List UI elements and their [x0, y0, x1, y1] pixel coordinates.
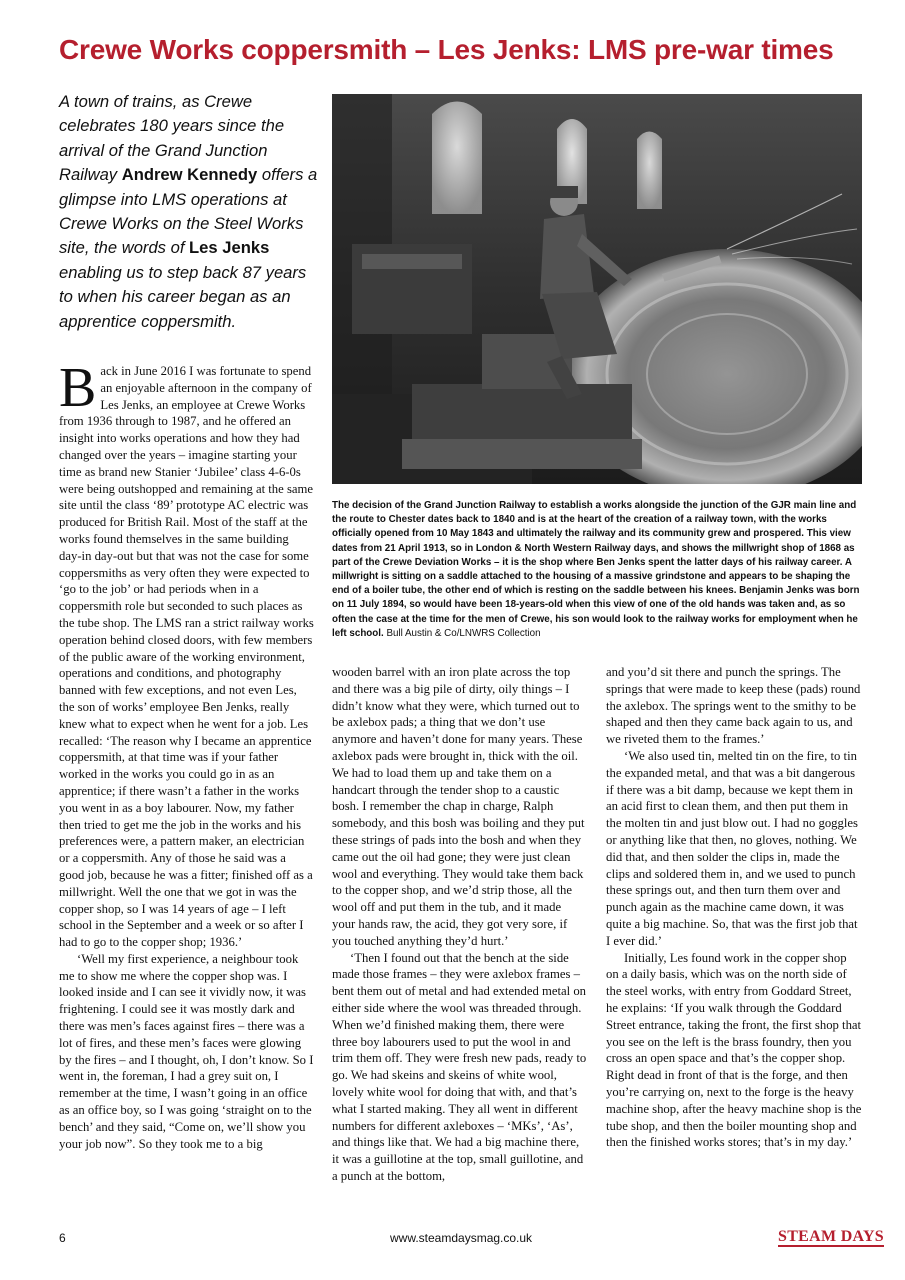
standfirst: [59, 90, 321, 334]
grindstone-illustration: [332, 94, 862, 484]
standfirst-part1: A town of trains, as Crewe celebrates 180 years since the arrival of the Grand Junction Railway: [59, 92, 285, 185]
photo-credit: Bull Austin & Co/LNWRS Collection: [386, 627, 541, 639]
article-column-1: [59, 357, 314, 1152]
footer-url[interactable]: www.steamdaysmag.co.uk: [390, 1231, 533, 1245]
paragraph: ‘We also used tin, melted tin on the fire, to tin the expanded metal, and that was a bit dangerous if there was a bit damp, because we kept them in an acid first to clean them, and then put them in the molten tin and just blow out. I had no goggles or anything like that then, no gloves, nothing. We did that, and then solder the clips in, made the clips and soldered them in, and we used to punch these springs out, and then turn them over and punch again as the machine came down, it was quite a big machine. So, that was the first job that I ever did.’: [606, 748, 858, 948]
drop-cap: B: [59, 357, 97, 419]
subject-name: Les Jenks: [189, 238, 270, 258]
article-title: Crewe Works coppersmith – Les Jenks: LMS pre-war times: [59, 34, 834, 65]
standfirst-part2: offers a glimpse into LMS operations at Crewe Works on the Steel Works site, the words of: [59, 165, 318, 258]
steam-days-logo: STEAM DAYS: [778, 1228, 884, 1245]
paragraph: Initially, Les found work in the copper shop on a daily basis, which was on the north side of the steel works, with entry from Goddard Street, he explains: ‘If you walk through the Goddard Street entrance, taking the front, the first shop that you see on the left is the brass foundry, then you cross an open space and that’s the copper shop. Right dead in front of that is the forge, and then you’re carrying on, next to the forge is the heavy machine shop, after the heavy machine shop is the tube shop, and then the boiler mounting shop and then the finished works stores; that’s in my day.’: [606, 950, 862, 1150]
paragraph: ‘Well my first experience, a neighbour took me to show me where the copper shop was. I looked inside and I can see it vividly now, it was frightening. I could see it was mostly dark and there was men’s faces against fires – there was a lot of fires, and these men’s faces were glowing by the fires – and I thought, oh, I don’t know. So I went in, the foreman, I had a grey suit on, I remember at the time, I wasn’t going in an office as an office boy, so I was going ‘straight on to the bench’ and they said, “Come on, we’ll show you your job now”. So they took me to a big: [59, 951, 314, 1151]
workshop-photo: [332, 94, 862, 484]
paragraph-text: ack in June 2016 I was fortunate to spend an enjoyable afternoon in the company of Les Jenks, an employee at Crewe Works from 1936 through to 1987, and he offered an insight into works operations and how they had changed over the years – imagine starting your time as brand new Stanier ‘Jubilee’ class 4-6-0s were being outshopped and remaining at the same site until the class ‘89’ prototype AC electric was produced for British Rail. Most of the staff at the works found themselves in the same building day-in day-out but that was not the case for some coppersmiths as very often they were expected to ‘go to the job’ or had periods when in a coppersmith role but seconded to such places as the tube shop. The LMS ran a strict railway works operation behind closed doors, with few members of the public aware of the working environment, operations and conditions, and photography banned with few exceptions, and not even Les, the son of works’ employee Ben Jenks, really knew what to expect when he went for a job. Les recalled: ‘The reason why I became an apprentice coppersmith, at that time was if your father worked in the works you could go in as an apprentice; if there wasn’t a father in the works you went in as a boy labourer. Now, my father then tried to get me the job in the works and his preferences were, a pattern maker, an electrician or a coppersmith. Any of those he said was a good job, because he was a fitter; finished off as a millwright. Well the one that we got in was the copper shop, so I was 14 years of age – I left school in the September and a week or so after I had to go to the copper shop; 1936.’: [59, 364, 314, 950]
article-column-2: [332, 664, 587, 1185]
standfirst-part3: enabling us to step back 87 years to when his career began as an apprentice coppersmith.: [59, 262, 307, 331]
page-number: 6: [59, 1231, 66, 1245]
paragraph: ‘Then I found out that the bench at the side made those frames – they were axlebox frames – bent them out of metal and had extended metal on either side where the wool was threaded through. When we’d finished making them, there were three boy labourers used to put the wool in and trim them off. They were fresh new pads, ready to go. We had skeins and skeins of white wool, lovely white wool for doing that with, and that’s what I started making. They all went in different numbers for different axleboxes – ‘MKs’, ‘As’, and things like that. We had a big machine there, it was a guillotine at the top, small guillotine, and a punch at the bottom,: [332, 950, 587, 1183]
paragraph: wooden barrel with an iron plate across the top and there was a big pile of dirty, oily things – I didn’t know what they were, which turned out to be axlebox pads; a thing that we don’t use anymore and haven’t done for many years. These axlebox pads were brought in, thick with the oil. We had to load them up and take them on a handcart through the tender shop to a caustic bosh. I remember the chap in charge, Ralph somebody, and this bosh was boiling and they put these strings of pads into the bosh and when they came out the oil had gone; they were just clean wool and everything. They would take them back to the copper shop, and we’d strip those, all the wool off and put them in the tub, and it made your hands raw, the acid, they got very sore, if you touched anything they’d hurt.’: [332, 665, 585, 948]
paragraph: and you’d sit there and punch the springs. The springs that were made to keep these (pads) round the axlebox. The springs went to the smithy to be shaped and then they came back again to us, and we riveted them to the frames.’: [606, 665, 861, 747]
photo-caption: [332, 499, 862, 641]
author-name: Andrew Kennedy: [121, 165, 258, 185]
article-column-3: [606, 664, 862, 1151]
paragraph: [59, 357, 314, 951]
caption-text: The decision of the Grand Junction Railway to establish a works alongside the junction of the GJR main line and the route to Chester dates back to 1840 and is at the heart of the creation of a railway town, with the works officially opened from 10 May 1843 and ultimately the railway and its community grew and prospered. This view dates from 21 April 1913, so in London & North Western Railway days, and shows the millwright shop of 1868 as part of the Crewe Deviation Works – it is the shop where Ben Jenks spent the latter days of his railway career. A millwright is sitting on a saddle attached to the housing of a massive grindstone and appears to be shaping the end of a boiler tube, the other end of which is resting on the saddle between his knees. Benjamin Jenks was born on 11 July 1894, so would have been 18-years-old when this view of one of the old hands was taken and, as so often the case at the time for the men of Crewe, his son would look to the railway works for employment when he left school.: [332, 500, 860, 639]
